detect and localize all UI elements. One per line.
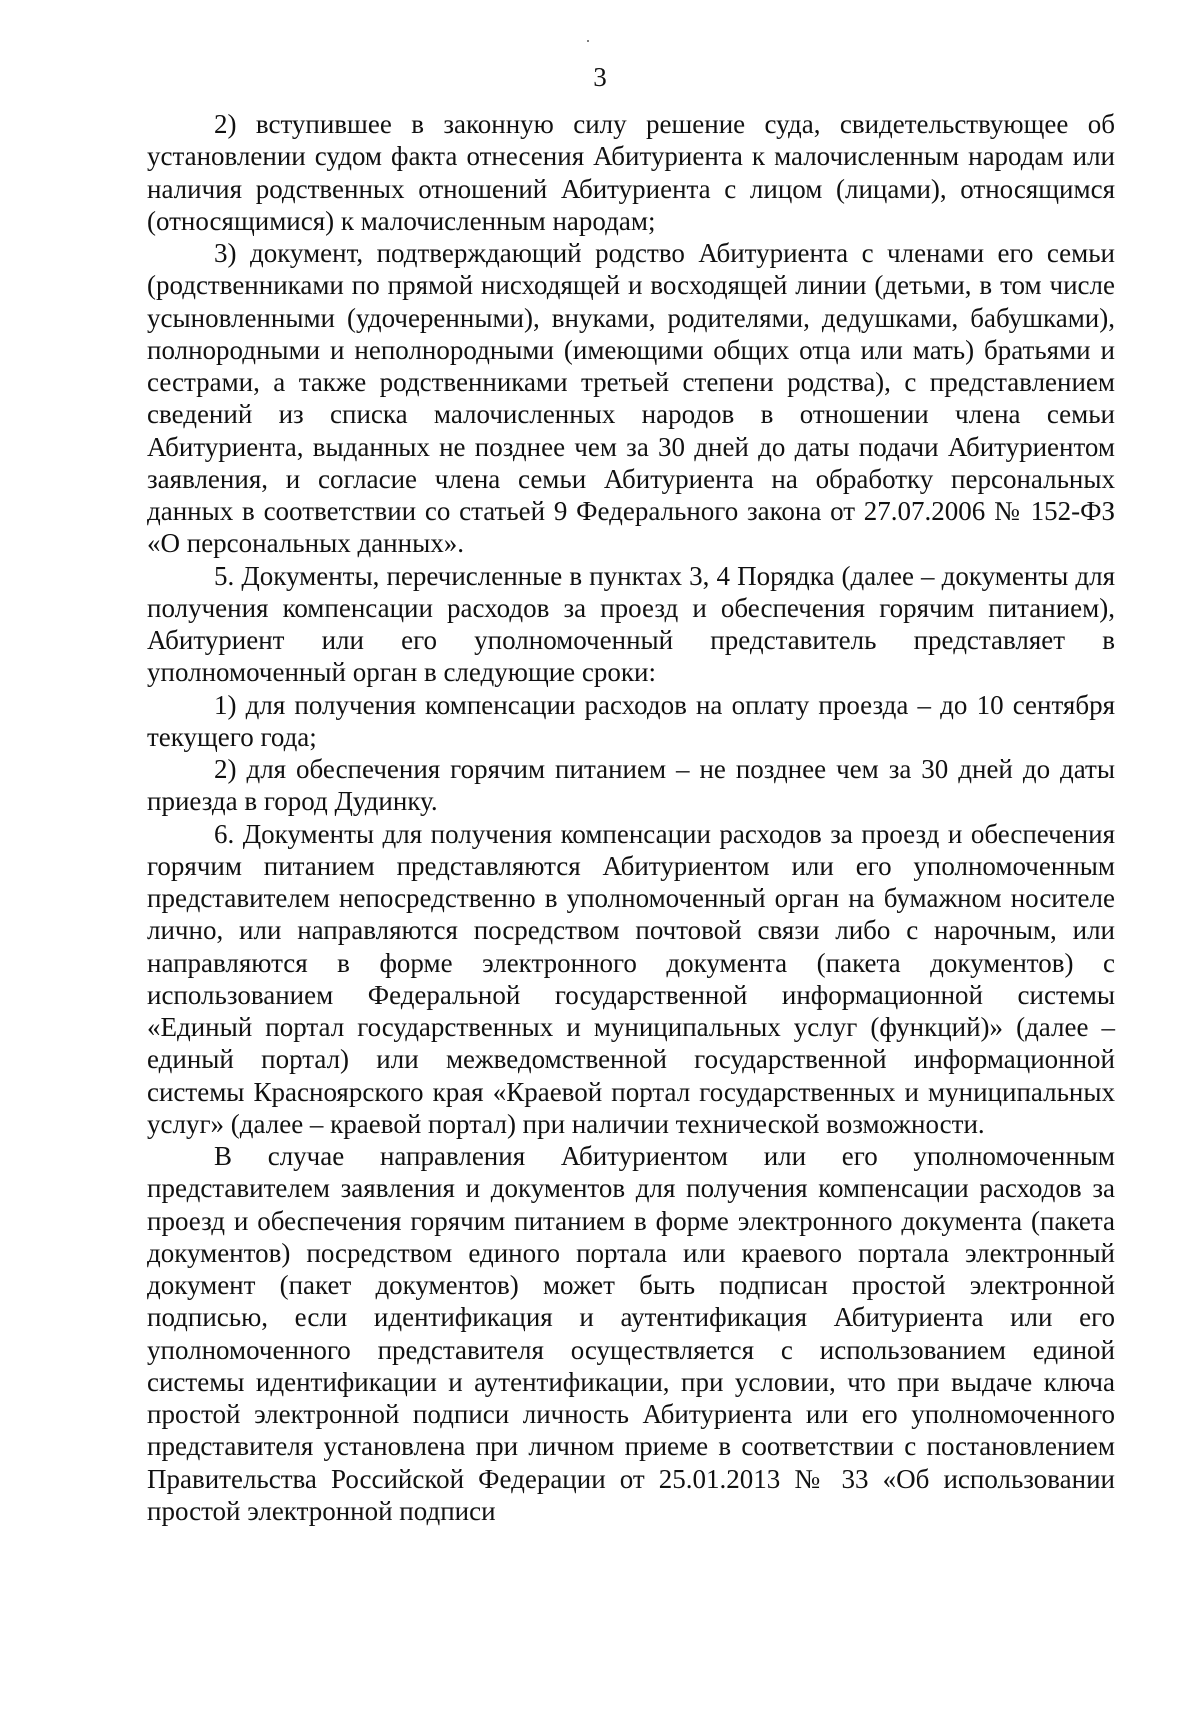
paragraph-clause-6: 6. Документы для получения компенсации расходов за проезд и обеспечения горячим питанием представляются Абитуриентом или его уполномоченным представителем непосредственно в уполномоченный орган на бумажном носителе лично, или направляются посредством почтовой связи либо с нарочным, или направляются в форме электронного документа (пакета документов) с использованием Федеральной государственной информационной системы «Единый портал государственных и муниципальных услуг (функций)» (далее – единый портал) или межведомственной государственной информационной системы Красноярского края «Краевой портал государственных и муниципальных услуг» (далее – краевой портал) при наличии технической возможности. [147, 818, 1115, 1139]
paragraph-kinship-document: 3) документ, подтверждающий родство Абитуриента с членами его семьи (родственниками по прямой нисходящей и восходящей линии (детьми, в том числе усыновленными (удочеренными), внуками, родителями, дедушками, бабушками), полнородными и неполнородными (имеющими общих отца или мать) братьями и сестрами, а также родственниками третьей степени родства), с представлением сведений из списка малочисленных народов в отношении члена семьи Абитуриента, выданных не позднее чем за 30 дней до даты подачи Абитуриентом заявления, и согласие члена семьи Абитуриента на обработку персональных данных в соответствии со статьей 9 Федерального закона от 27.07.2006 № 152-ФЗ «О персональных данных». [147, 238, 1115, 559]
paragraph-clause-5: 5. Документы, перечисленные в пунктах 3, 4 Порядка (далее – документы для получения компенсации расходов за проезд и обеспечения горячим питанием), Абитуриент или его уполномоченный представитель представляет в уполномоченный орган в следующие сроки: [147, 560, 1115, 688]
document-body [147, 108, 1115, 1527]
scan-speck [587, 40, 589, 42]
page-number: 3 [593, 62, 607, 92]
paragraph-electronic-submission: В случае направления Абитуриентом или его уполномоченным представителем заявления и документов для получения компенсации расходов за проезд и обеспечения горячим питанием в форме электронного документа (пакета документов) посредством единого портала или краевого портала электронный документ (пакет документов) может быть подписан простой электронной подписью, если идентификация и аутентификация Абитуриента или его уполномоченного представителя осуществляется с использованием единой системы идентификации и аутентификации, при условии, что при выдаче ключа простой электронной подписи личность Абитуриента или его уполномоченного представителя установлена при личном приеме в соответствии с постановлением Правительства Российской Федерации от 25.01.2013 № 33 «Об использовании простой электронной подписи [147, 1141, 1115, 1526]
paragraph-deadline-travel: 1) для получения компенсации расходов на оплату проезда – до 10 сентября текущего года; [147, 689, 1115, 752]
paragraph-court-decision: 2) вступившее в законную силу решение суда, свидетельствующее об установлении судом факта отнесения Абитуриента к малочисленным народам или наличия родственных отношений Абитуриента с лицом (лицами), относящимся (относящимися) к малочисленным народам; [147, 109, 1115, 236]
paragraph-deadline-meals: 2) для обеспечения горячим питанием – не позднее чем за 30 дней до даты приезда в город Дудинку. [147, 754, 1115, 817]
